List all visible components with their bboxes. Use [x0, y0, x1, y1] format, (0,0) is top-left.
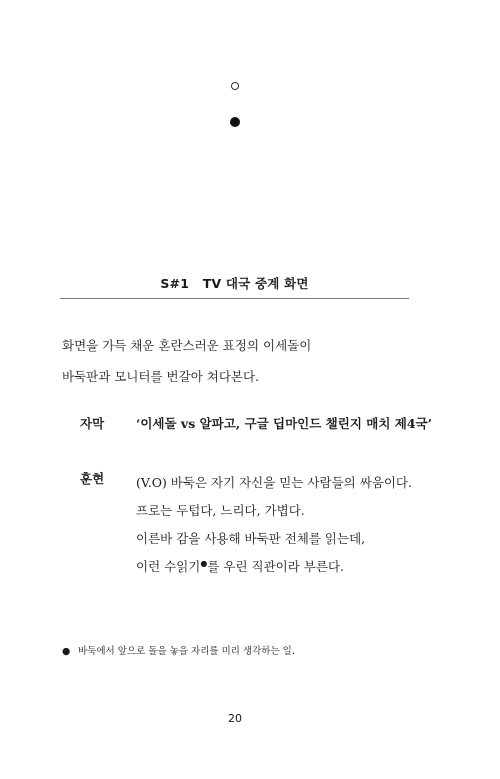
caption-speaker-label: 자막: [80, 416, 105, 431]
dialogue-block: [136, 469, 412, 581]
hollow-circle-ornament: [231, 82, 239, 90]
action-line: 화면을 가득 채운 혼란스러운 표정의 이세돌이: [62, 338, 312, 353]
dialogue-line: 이른바 감을 사용해 바둑판 전체를 읽는데,: [136, 531, 366, 546]
dialogue-line: (V.O) 바둑은 자기 자신을 믿는 사람들의 싸움이다.: [136, 475, 412, 490]
caption-text: ‘이세돌 vs 알파고, 구글 딥마인드 챌린지 매치 제4국’: [136, 416, 432, 431]
dialogue-speaker-label: 훈현: [80, 471, 105, 486]
footnote-bullet: ●: [62, 646, 71, 657]
footnote: [62, 643, 295, 657]
page-number: 20: [228, 712, 242, 725]
footnote-reference-mark: ●: [200, 558, 208, 568]
action-line: 바둑판과 모니터를 번갈아 쳐다본다.: [62, 369, 260, 384]
action-block: [62, 330, 311, 392]
dialogue-text-before-mark: 이런 수읽기: [136, 559, 201, 574]
heading-divider: [60, 298, 409, 299]
dialogue-line-with-footnote: [136, 553, 412, 581]
dialogue-line: 프로는 두텁다, 느리다, 가볍다.: [136, 503, 305, 518]
scene-heading: S#1 TV 대국 중계 화면: [160, 276, 309, 291]
footnote-text: 바둑에서 앞으로 돌을 놓을 자리를 미리 생각하는 일.: [78, 646, 295, 657]
dialogue-text-after-mark: 를 우린 직관이라 부른다.: [207, 559, 344, 574]
filled-circle-ornament: [230, 117, 240, 127]
